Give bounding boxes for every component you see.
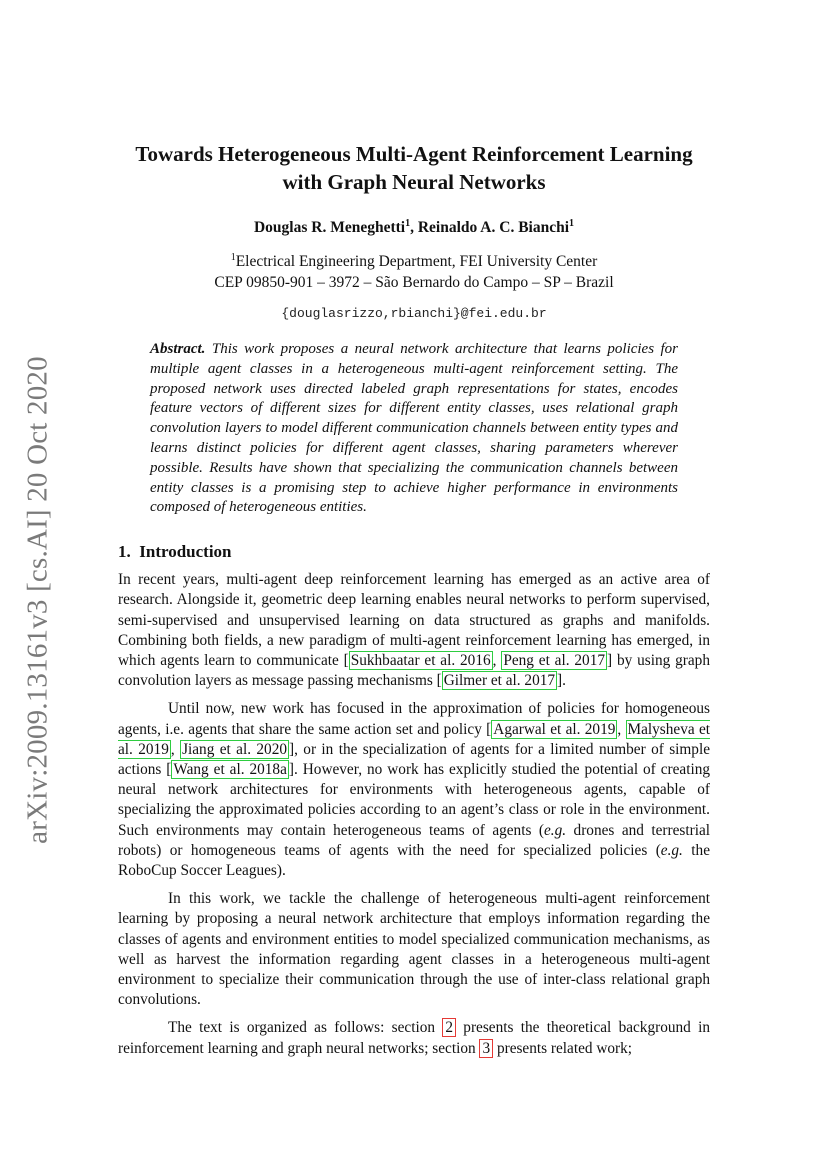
paragraph-text: Until now, new work has focused in the approximation of policies for homogeneous agents, i.e. agents that share the same action set and policy [ [118, 700, 710, 738]
section-heading [118, 542, 710, 562]
paragraph-text: In recent years, multi-agent deep reinforcement learning has emerged as an active area of research. Alongside it, geometric deep learning enables neural networks to perform supervised, semi-supervised and unsupervised learning on data structured as graphs and manifolds. Combining both fields, a new paradigm of multi-agent reinforcement learning has emerged, in which agents learn to communicate [ [118, 571, 710, 669]
paragraph-text: presents the theoretical background in reinforcement learning and graph neural networks; section [118, 1019, 710, 1057]
paragraph-text: drones and terrestrial robots) or homogeneous teams of agents with the need for specialized policies ( [118, 821, 710, 859]
paper-page [118, 140, 710, 1059]
citation-link[interactable]: Malysheva et al. 2019 [118, 720, 710, 758]
paragraph-text: ]. However, no work has explicitly studied the potential of creating neural network architectures for environments with heterogeneous agents, capable of specializing the approximated policies according to an agent’s class or role in the environment. Such environments may contain heterogeneous teams of agents ( [118, 761, 710, 839]
citation-link[interactable]: Peng et al. 2017 [503, 651, 606, 669]
citation-link[interactable]: Agarwal et al. 2019 [493, 720, 616, 738]
body-paragraph-1 [118, 570, 710, 691]
section-reference-link[interactable]: 3 [479, 1039, 493, 1058]
citation-link[interactable]: Gilmer et al. 2017 [443, 672, 556, 690]
section-reference-link[interactable]: 2 [442, 1018, 456, 1037]
author-name: Douglas R. Meneghetti [253, 219, 406, 236]
arxiv-id-text: arXiv:2009.13161v3 [cs.AI] 20 Oct 2020 [21, 356, 54, 844]
paragraph-text: ], or in the specialization of agents for a limited number of simple actions [ [118, 740, 710, 778]
emphasis-text: e.g. [543, 821, 567, 839]
title-line-2: with Graph Neural Networks [282, 170, 546, 194]
author-email: {douglasrizzo,rbianchi}@fei.edu.br [281, 306, 547, 321]
citation-link[interactable]: Wang et al. 2018a [173, 761, 287, 778]
body-paragraph-3: In this work, we tackle the challenge of heterogeneous multi-agent reinforcement learning by proposing a neural network architecture that employs information regarding the classes of agents and environment entities to model specialized communication mechanisms, as well as harvest the information regarding agent classes in a heterogeneous multi-agent environment to specialize their communication through the use of inter-class relational graph convolutions. [118, 890, 710, 1009]
author-affil-mark: 1 [569, 217, 575, 229]
citation-separator: , [617, 720, 626, 738]
citation-separator: , [492, 651, 502, 669]
body-paragraph-4 [118, 1018, 710, 1058]
body-paragraph-2 [118, 699, 710, 881]
paper-title [118, 140, 710, 196]
paragraph-text: presents related work; [493, 1039, 633, 1057]
author-separator: , [410, 219, 418, 236]
section-number: 1. [118, 542, 131, 562]
paragraph-text: ]. [557, 672, 566, 690]
emphasis-text: e.g. [660, 841, 683, 859]
author-affil-mark: 1 [405, 217, 411, 229]
paragraph-text: the RoboCup Soccer Leagues). [118, 841, 710, 880]
paragraph-text: The text is organized as follows: section [168, 1019, 443, 1037]
arxiv-side-identifier [16, 340, 60, 860]
author-name: Reinaldo A. C. Bianchi [417, 219, 570, 236]
citation-link[interactable]: Sukhbaatar et al. 2016 [350, 651, 491, 669]
title-line-1: Towards Heterogeneous Multi-Agent Reinforcement Learning [135, 142, 693, 166]
citation-link[interactable]: Jiang et al. 2020 [182, 740, 287, 758]
section-title: Introduction [139, 542, 232, 562]
abstract [150, 340, 678, 518]
paragraph-text: ] by using graph convolution layers as message passing mechanisms [ [118, 651, 710, 690]
affiliation-line-2: CEP 09850-901 – 3972 – São Bernardo do Campo – SP – Brazil [214, 274, 614, 291]
abstract-text: This work proposes a neural network architecture that learns policies for multiple agent classes in a heterogeneous multi-agent reinforcement setting. The proposed network uses directed labeled graph representations for states, encodes feature vectors of different sizes for different entity classes, uses relational graph convolution layers to model different communication channels between entity types and learns distinct policies for different agent classes, sharing parameters wherever possible. Results have shown that specializing the communication channels between entity classes is a promising step to achieve higher performance in environments composed of heterogeneous entities. [150, 341, 679, 516]
citation-separator: , [170, 740, 181, 758]
abstract-label: Abstract. [150, 341, 206, 357]
author-list [118, 219, 710, 237]
affiliation-mark: 1 [230, 251, 236, 263]
affiliation-line-1: Electrical Engineering Department, FEI University Center [235, 253, 598, 270]
affiliation [118, 251, 710, 293]
